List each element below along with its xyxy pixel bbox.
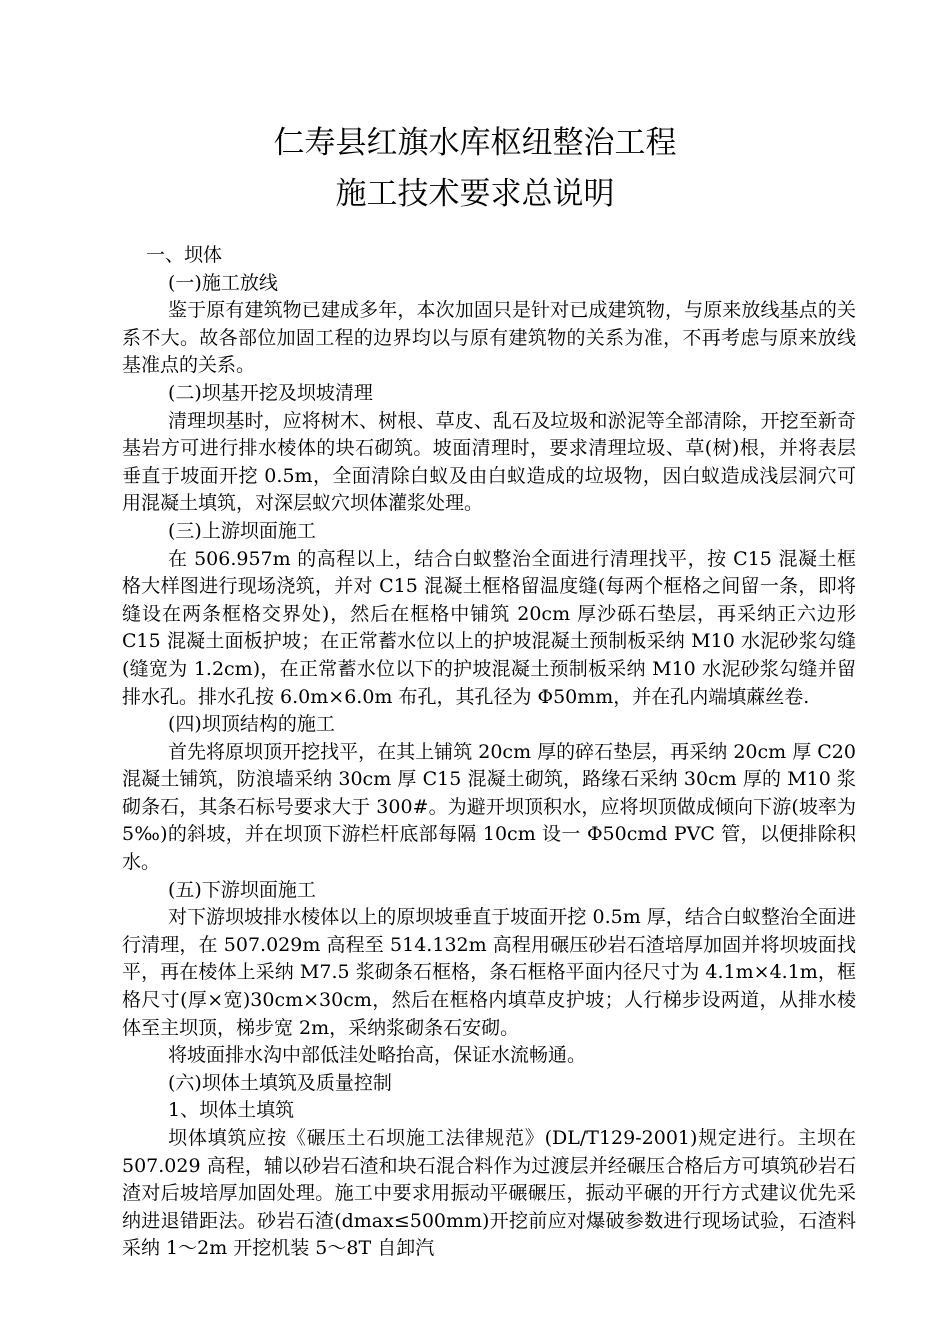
paragraph: 首先将原坝顶开挖找平，在其上铺筑 20cm 厚的碎石垫层，再采纳 20cm 厚 C20 混凝土铺筑，防浪墙采纳 30cm 厚 C15 混凝土砌筑，路缘石采纳 30cm 厚的 M10 浆砌条石，其条石标号要求大于 300#。为避开坝顶积水，应将坝顶做成倾向下游(坡率为 5‰)的斜坡，并在坝顶下游栏杆底部每隔 10cm 设一 Φ50cmd PVC 管，以便排除积水。	[122, 740, 856, 874]
subsection-heading-3: (三)上游坝面施工	[168, 519, 316, 542]
paragraph: 清理坝基时，应将树木、树根、草皮、乱石及垃圾和淤泥等全部清除，开挖至新奇基岩方可进行排水棱体的块石砌筑。坡面清理时，要求清理垃圾、草(树)根，并将表层垂直于坡面开挖 0.5m，全面清除白蚁及由白蚁造成的垃圾物，因白蚁造成浅层洞穴可用混凝土填筑，对深层蚁穴坝体灌浆处理。	[122, 409, 856, 515]
item-heading-1: 1、坝体土填筑	[168, 1099, 295, 1122]
paragraph: 鉴于原有建筑物已建成多年，本次加固只是针对已成建筑物，与原来放线基点的关系不大。故各部位加固工程的边界均以与原有建筑物的关系为准，不再考虑与原来放线基准点的关系。	[122, 299, 856, 377]
subsection-heading-6: (六)坝体土填筑及质量控制	[168, 1071, 392, 1094]
paragraph: 将坡面排水沟中部低洼处略抬高，保证水流畅通。	[168, 1044, 587, 1067]
paragraph: 对下游坝坡排水棱体以上的原坝坡垂直于坡面开挖 0.5m 厚，结合白蚁整治全面进行清理，在 507.029m 高程至 514.132m 高程用碾压砂岩石渣培厚加固并将坝坡面找平，再在棱体上采纳 M7.5 浆砌条石框格，条石框格平面内径尺寸为 4.1m×4.1m，框格尺寸(厚×宽)30cm×30cm，然后在框格内填草皮护坡；人行梯步设两道，从排水棱体至主坝顶，梯步宽 2m，采纳浆砌条石安砌。	[122, 906, 856, 1039]
subsection-heading-1: (一)施工放线	[168, 271, 278, 294]
section-heading-dam-body: 一、坝体	[146, 244, 223, 266]
paragraph: 在 506.957m 的高程以上，结合白蚁整治全面进行清理找平，按 C15 混凝土框格大样图进行现场浇筑，并对 C15 混凝土框格留温度缝(每两个框格之间留一条，即将缝设在两条框格交界处)，然后在框格中铺筑 20cm 厚沙砾石垫层，再采纳正六边形 C15 混凝土面板护坡；在正常蓄水位以上的护坡混凝土预制板采纳 M10 水泥砂浆勾缝(缝宽为 1.2cm)，在正常蓄水位以下的护坡混凝土预制板采纳 M10 水泥砂浆勾缝并留排水孔。排水孔按 6.0m×6.0m 布孔，其孔径为 Φ50mm，并在孔内端填蔴丝卷.	[122, 547, 856, 708]
subsection-heading-5: (五)下游坝面施工	[168, 878, 316, 901]
paragraph: 坝体填筑应按《碾压土石坝施工法律规范》(DL/T129-2001)规定进行。主坝在 507.029 高程，辅以砂岩石渣和块石混合料作为过渡层并经碾压合格后方可填筑砂岩石渣对后坡培厚加固处理。施工中要求用振动平碾碾压，振动平碾的开行方式建议优先采纳进退错距法。砂岩石渣(dmax≤500mm)开挖前应对爆破参数进行现场试验，石渣料采纳 1～2m 开挖机装 5～8T 自卸汽	[122, 1127, 856, 1260]
subsection-heading-2: (二)坝基开挖及坝坡清理	[168, 381, 373, 404]
document-title-line2: 施工技术要求总说明	[335, 176, 615, 212]
subsection-heading-4: (四)坝顶结构的施工	[168, 713, 335, 736]
document-body	[122, 242, 856, 1263]
document-title-line1: 仁寿县红旗水库枢纽整治工程	[273, 125, 677, 161]
